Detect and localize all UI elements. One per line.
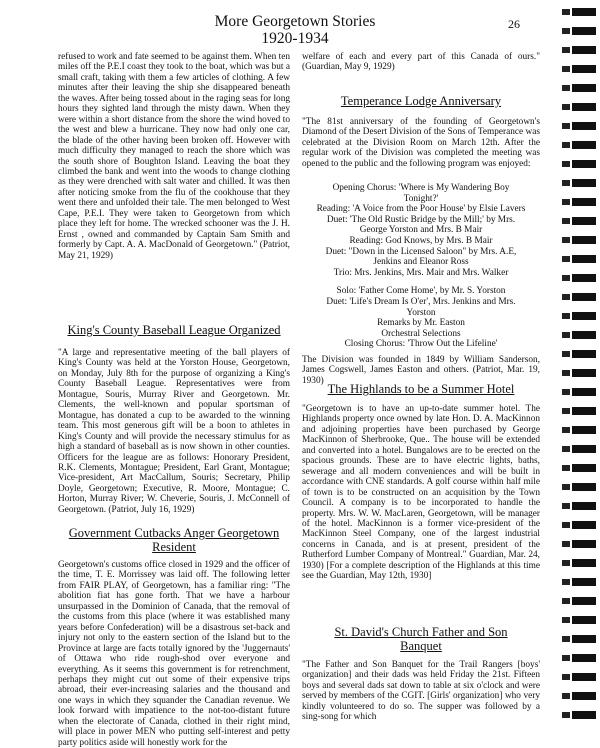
welfare-paragraph: welfare of each and every part of this Canada of ours." (Guardian, May 9, 1929)	[302, 52, 540, 73]
spiral-hole	[562, 47, 570, 53]
spiral-hole	[562, 617, 570, 623]
spiral-hole	[562, 104, 570, 110]
spiral-coil	[572, 217, 596, 225]
spiral-coil	[572, 407, 596, 415]
spiral-coil	[572, 27, 596, 35]
spiral-coil	[572, 445, 596, 453]
program-list	[302, 183, 540, 350]
spiral-binding-icon	[560, 0, 600, 732]
temperance-paragraph: "The 81st anniversary of the founding of Georgetown's Diamond of the Desert Division of the Sons of Temperance was celebrated at the Division Room on March 12th. After the regular work of the Division was completed the meeting was opened to the public and the following program was enjoyed:	[302, 117, 540, 169]
highlands-heading-text: The Highlands to be a Summer Hotel	[327, 382, 515, 396]
cutbacks-paragraph: Georgetown's customs office closed in 1929 and the officer of the time, T. E. Morrissey was laid off. The following letter from FAIR PLAY, of Georgetown, has a familiar ring: "The abolition fiat has gone forth. That we have a harbour unsurpassed in the Dominion of Canada, that the removal of the customs from this place (where it was established many years before Confederation) will be a disastrous set-back and injury not only to the eastern section of the Island but to the Province at large are facts totally ignored by the 'Juggernauts' of Ottawa who ride rough-shod over everyone and everything. As it seems this government is for retrenchment, perhaps they might cut out some of their expensive trips abroad, their ever-increasing salaries and the thousand and one ways in which they squander the Canadian revenue. We look forward with impatience to the not-too-distant future when the electorate of Canada, clothed in their right mind, will place in power MEN who putting self-interest and petty party politics aside will honestly work for the	[58, 560, 290, 748]
spiral-coil	[572, 369, 596, 377]
spiral-hole	[562, 237, 570, 243]
spiral-hole	[562, 199, 570, 205]
spiral-hole	[562, 560, 570, 566]
spiral-hole	[562, 408, 570, 414]
spiral-coil	[572, 464, 596, 472]
program-line: Orchestral Selections	[381, 328, 461, 339]
spiral-coil	[572, 198, 596, 206]
division-paragraph: The Division was founded in 1849 by William Sanderson, James Cogswell, James Easton and others. (Patriot, Mar. 19, 1930)	[302, 355, 540, 386]
spiral-hole	[562, 9, 570, 15]
baseball-heading-text: King's County Baseball League Organized	[67, 323, 281, 337]
spiral-coil	[572, 616, 596, 624]
spiral-coil	[572, 312, 596, 320]
baseball-section	[58, 348, 290, 515]
spiral-hole	[562, 427, 570, 433]
highlands-paragraph: "Georgetown is to have an up-to-date summer hotel. The Highlands property once owned by late Hon. D. A. MacKinnon and adjoining properties have been purchased by George MacKinnon of Sherbrooke, Que.. The house will be extended and converted into a hotel. Bungalows are to be erected on the spacious grounds. These are to have electric lights, baths, sewerage and all modern conveniences and will be built in accordance with CNE standards. A golf course within half mile of town is to be constructed on an acquisition by the Town Council. A company is to be incorporated to handle the property. Mrs. W. W. MacLaren, Georgetown, will be manager of the hotel. MacKinnon is a former vice-president of the MacKinnon Steel Company, one of the largest industrial concerns in Canada, and is at present, president of the Rutherford Lumber Company of Montreal." Guardian, Mar. 24, 1930) [For a complete description of the Highlands at this time see the Guardian, May 12th, 1930]	[302, 404, 540, 582]
spiral-hole	[562, 351, 570, 357]
spiral-hole	[562, 579, 570, 585]
spiral-hole	[562, 313, 570, 319]
temperance-heading	[302, 94, 540, 108]
spiral-hole	[562, 712, 570, 718]
spiral-hole	[562, 161, 570, 167]
program-line: Closing Chorus: 'Throw Out the Lifeline'	[344, 339, 498, 350]
program-line: Remarks by Mr. Easton	[377, 318, 465, 329]
stdavid-heading	[302, 625, 540, 653]
spiral-coil	[572, 122, 596, 130]
program-line: Solo: 'Father Come Home', by Mr. S. Yorston	[336, 286, 506, 297]
spiral-coil	[572, 8, 596, 16]
spiral-coil	[572, 559, 596, 567]
spiral-hole	[562, 275, 570, 281]
program-line: Yorston	[406, 307, 436, 318]
cutbacks-heading-line1: Government Cutbacks Anger Georgetown	[68, 526, 280, 540]
spiral-coil	[572, 236, 596, 244]
page-title: More Georgetown Stories	[214, 13, 376, 30]
spiral-hole	[562, 503, 570, 509]
spiral-coil	[572, 540, 596, 548]
spiral-hole	[562, 85, 570, 91]
spiral-coil	[572, 331, 596, 339]
cutbacks-section	[58, 560, 290, 748]
spiral-coil	[572, 179, 596, 187]
spiral-coil	[572, 673, 596, 681]
spiral-hole	[562, 484, 570, 490]
cutbacks-heading	[58, 526, 290, 554]
spiral-coil	[572, 635, 596, 643]
spiral-hole	[562, 389, 570, 395]
spiral-coil	[572, 84, 596, 92]
program-line: Jenkins and Eleanor Ross	[373, 257, 469, 268]
program-line: Duet: 'Life's Dream Is O'er', Mrs. Jenkins and Mrs.	[326, 296, 516, 307]
program-line: Duet: "Down in the Licensed Saloon" by Mrs. A.E,	[325, 246, 517, 257]
spiral-coil	[572, 293, 596, 301]
page-subtitle: 1920-1934	[261, 30, 329, 47]
baseball-heading	[58, 323, 290, 337]
spiral-coil	[572, 502, 596, 510]
program-line: Duet: 'The Old Rustic Bridge by the Mill;' by Mrs.	[326, 214, 516, 225]
cutbacks-heading-line2: Resident	[152, 540, 196, 554]
spiral-coil	[572, 692, 596, 700]
program-line: Opening Chorus: 'Where is My Wandering Boy	[332, 183, 510, 193]
program-line: Tonight?'	[403, 193, 439, 204]
spiral-coil	[572, 160, 596, 168]
spiral-hole	[562, 332, 570, 338]
stdavid-heading-line2: Banquet	[400, 639, 442, 653]
spiral-hole	[562, 28, 570, 34]
spiral-coil	[572, 483, 596, 491]
spiral-coil	[572, 426, 596, 434]
spiral-hole	[562, 218, 570, 224]
right-continuation	[302, 52, 540, 73]
baseball-paragraph: "A large and representative meeting of the ball players of King's County was held at the Yorston House, Georgetown, on Monday, July 8th for the purpose of organizing a King's County Baseball League. Representatives were from Montague, Souris, Murray River and Georgetown. Mr. Clements, the well-known and popular sportsman of Montague, has donated a cup to be awarded to the winning team. This most generous gift will be a boon to athletes in King's County and will provide the necessary stimulus for as high a standard of baseball as is now shown in other counties. Officers for the league are as follows: Honorary President, R.K. Clements, Montague; President, Earl Grant, Montague; Vice-president, Art MacCallum, Souris; Secretary, Philip Doyle, Georgetown; Executive, R. Moore, Montague; C. Horton, Murray River; W. Cheverie, Souris, J. McConnell of Georgetown. (Patriot, July 16, 1929)	[58, 348, 290, 515]
spiral-coil	[572, 46, 596, 54]
spiral-coil	[572, 103, 596, 111]
spiral-hole	[562, 256, 570, 262]
spiral-hole	[562, 541, 570, 547]
spiral-hole	[562, 123, 570, 129]
spiral-coil	[572, 654, 596, 662]
stdavid-paragraph: "The Father and Son Banquet for the Trail Rangers [boys' organization] and their dads was held Friday the 21st. Fifteen boys and several dads sat down to table at six o'clock and were served by members of the CGIT. [Girls' organization] who very kindly volunteered to do so. The supper was followed by a sing-song for which	[302, 660, 540, 723]
stdavid-section	[302, 660, 540, 723]
spiral-hole	[562, 180, 570, 186]
spiral-hole	[562, 655, 570, 661]
page-number: 26	[508, 17, 520, 31]
spiral-coil	[572, 711, 596, 719]
spiral-coil	[572, 350, 596, 358]
spiral-coil	[572, 141, 596, 149]
spiral-coil	[572, 274, 596, 282]
left-column-intro	[58, 52, 290, 261]
spiral-hole	[562, 66, 570, 72]
program-line: George Yorston and Mrs. B Mair	[359, 225, 483, 236]
stdavid-heading-line1: St. David's Church Father and Son	[334, 625, 508, 639]
spiral-hole	[562, 598, 570, 604]
program-line: Trio: Mrs. Jenkins, Mrs. Mair and Mrs. Walker	[333, 267, 509, 278]
spiral-hole	[562, 446, 570, 452]
spiral-hole	[562, 693, 570, 699]
spiral-coil	[572, 578, 596, 586]
spiral-coil	[572, 521, 596, 529]
program-line: Reading: 'A Voice from the Poor House' by Elsie Lavers	[316, 204, 526, 215]
program-line: Reading: God Knows, by Mrs. B Mair	[349, 235, 493, 246]
spiral-hole	[562, 674, 570, 680]
spiral-coil	[572, 388, 596, 396]
temperance-heading-text: Temperance Lodge Anniversary	[340, 94, 502, 108]
spiral-hole	[562, 370, 570, 376]
highlands-section	[302, 404, 540, 582]
shipwreck-paragraph: refused to work and fate seemed to be against them. When ten miles off the P.E.I coast they took to the boat, which was but a small craft, taking with them a few articles of clothing. A few minutes after their leaving the ship she disappeared beneath the waves. After being tossed about in the raging seas for long hours they sighted land through the misty dawn. When they were within a short distance from the shore the wind hoved to the west and blew a hurricane. They now had only one car, the blade of the other having been broken off. However with much difficulty they managed to reach the shore which was the south shore of Boughton Island. Leaving the boat they climbed the bank and went into the woods to change clothing as they were drenched with salt water and chilled. It was then after noticing smoke from the flu of the cookhouse that they went there and unfolded their tale. The men belonged to West Cape, P.E.I. They were taken to Georgetown from which place they left for home. The wrecked schooner was the J. H. Ernst , owned and commanded by Captain Sam Smith and formerly by Capt. A. A. MacDonald of Georgetown." (Patriot, May 21, 1929)	[58, 52, 290, 261]
highlands-heading	[302, 382, 540, 396]
spiral-hole	[562, 142, 570, 148]
spiral-coil	[572, 597, 596, 605]
spiral-hole	[562, 636, 570, 642]
spiral-hole	[562, 522, 570, 528]
spiral-hole	[562, 465, 570, 471]
temperance-section	[302, 117, 540, 169]
spiral-coil	[572, 65, 596, 73]
spiral-hole	[562, 294, 570, 300]
program-spacer	[302, 278, 540, 286]
spiral-coil	[572, 255, 596, 263]
